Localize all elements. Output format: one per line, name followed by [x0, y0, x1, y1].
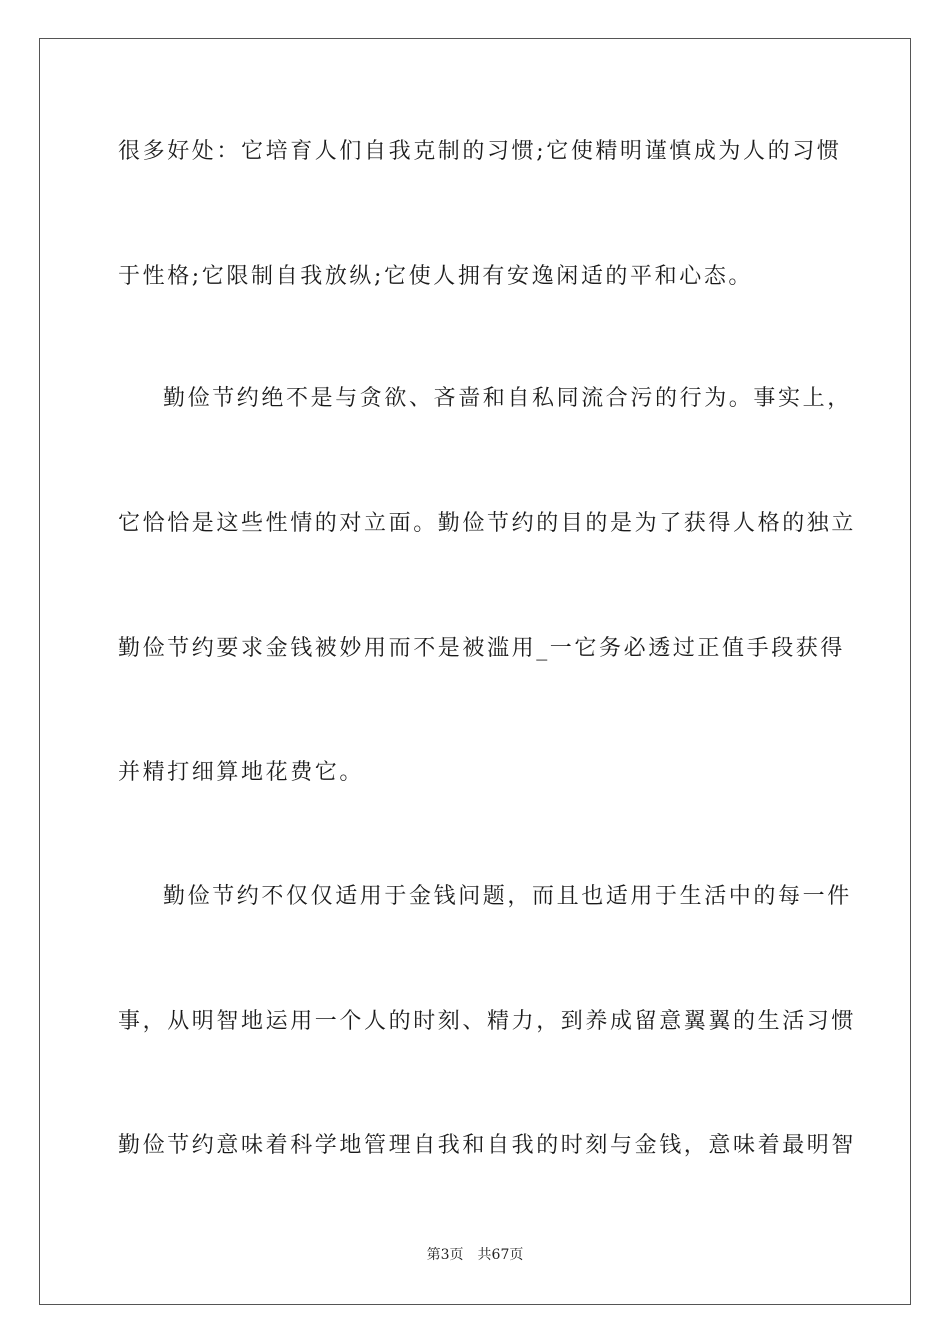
text-line-1: 很多好处：它培育人们自我克制的习惯;它使精明谨慎成为人的习惯	[118, 139, 842, 164]
page-border	[39, 38, 911, 1305]
text-line-9: 勤俭节约意味着科学地管理自我和自我的时刻与金钱，意味着最明智	[118, 1133, 857, 1158]
text-line-4: 它恰恰是这些性情的对立面。勤俭节约的目的是为了获得人格的独立	[118, 511, 857, 536]
text-line-3: 勤俭节约绝不是与贪欲、吝啬和自私同流合污的行为。事实上，	[163, 386, 852, 411]
text-line-7: 勤俭节约不仅仅适用于金钱问题，而且也适用于生活中的每一件	[163, 884, 852, 909]
page-total: 共67页	[477, 1247, 524, 1263]
text-line-6: 并精打细算地花费它。	[118, 760, 365, 785]
text-line-5: 勤俭节约要求金钱被妙用而不是被滥用_一它务必透过正值手段获得	[118, 636, 846, 661]
page-number: 第3页	[426, 1247, 464, 1263]
text-line-8: 事，从明智地运用一个人的时刻、精力，到养成留意翼翼的生活习惯	[118, 1009, 857, 1034]
page-footer	[0, 1245, 950, 1265]
text-line-2: 于性格;它限制自我放纵;它使人拥有安逸闲适的平和心态。	[118, 264, 754, 289]
